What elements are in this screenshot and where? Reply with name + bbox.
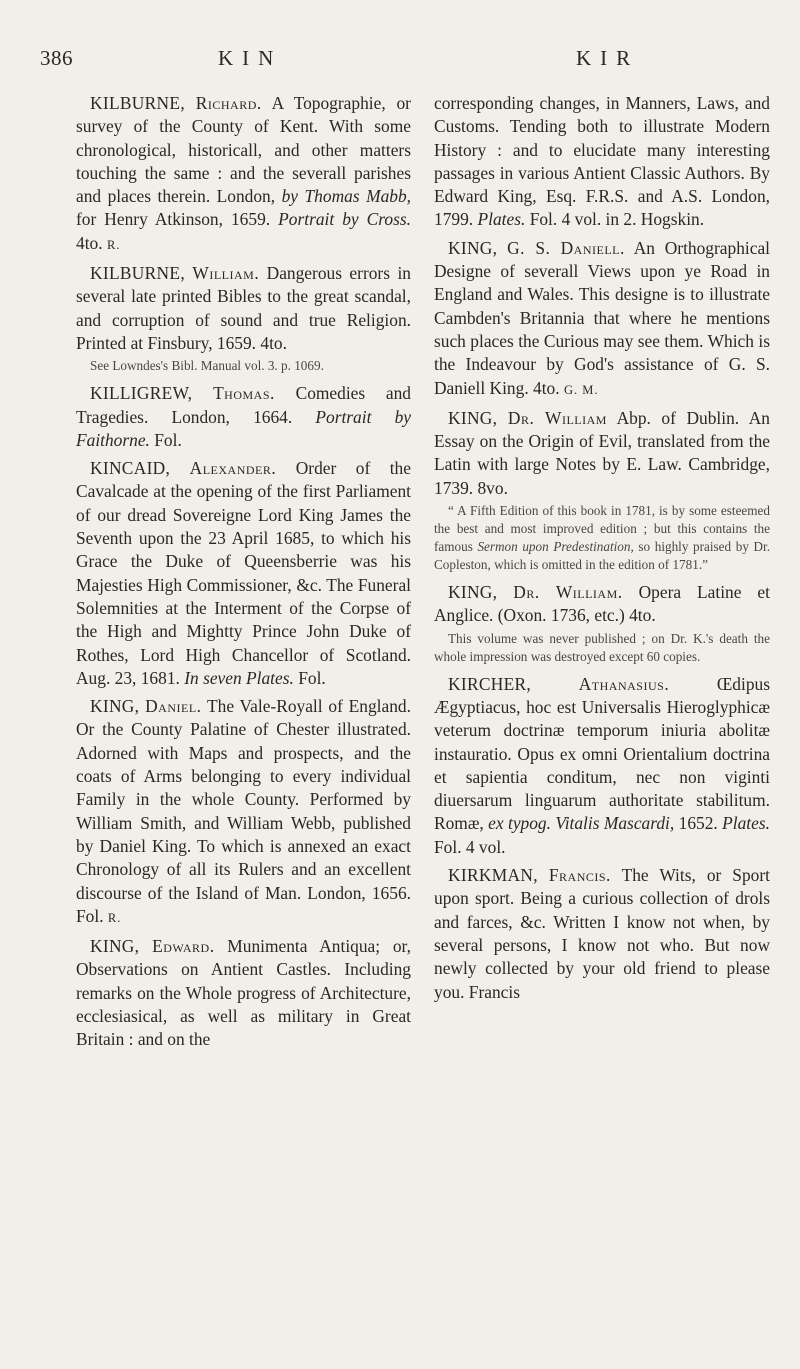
right-column [434,92,770,1009]
catalog-entry: KING, Dr. William Abp. of Dublin. An Essay on the Origin of Evil, translated from the Latin with large Notes by E. Law. Cambridge, 1739. 8vo. [434,407,770,498]
catalog-entry: KING, Edward. Munimenta Antiqua; or, Observations on Antient Castles. Including remarks on the Whole progress of Architecture, ecclesiasical, as well as military in Great Britain : and on the [76,936,411,1050]
catalog-entry: KING, Dr. William. Opera Latine et Anglice. (Oxon. 1736, etc.) 4to. [434,582,770,626]
catalog-entry: KINCAID, Alexander. Order of the Cavalcade at the opening of the first Parliament of our dread Sovereigne Lord King James the Seventh upon the 23 April 1685, to which his Grace the Duke of Queensberrie was his Majesties High Commissioner, &c. The Funeral Solemnities at the Interment of the Corpse of the High and Mightty Prince John Duke of Rothes, Lord High Chancellor of Scotland. Aug. 23, 1681. In seven Plates. Fol. [76,458,411,688]
catalog-entry: KING, G. S. Daniell. An Orthographical Designe of severall Views upon ye Road in England and Wales. This designe is to illustrate Cambden's Britannia that where he mentions such places the Curious may see them. Which is the Indeavour by God's assistance of G. S. Daniell King. 4to. G. M. [434,237,770,398]
left-column [76,92,411,1057]
left-running-head: KIN [218,46,283,70]
catalog-entry-continued: corresponding changes, in Manners, Laws, and Customs. Tending both to illustrate Modern History : and to elucidate many interesting passages in various Antient Classic Authors. By Edward King, Esq. F.R.S. and A.S. London, 1799. Plates. Fol. 4 vol. in 2. Hogskin. [434,93,770,230]
catalog-entry: KILBURNE, Richard. A Topographie, or survey of the County of Kent. With some chronological, historicall, and other matters touching the same : and the severall parishes and places therein. London, by Thomas Mabb, for Henry Atkinson, 1659. Portrait by Cross. 4to. R. [76,93,411,253]
right-running-head: KIR [576,46,640,70]
catalog-entry: KILBURNE, William. Dangerous errors in several late printed Bibles to the great scandal, and corruption of sound and true Religion. Printed at Finsbury, 1659. 4to. [76,263,411,353]
catalog-entry: KIRKMAN, Francis. The Wits, or Sport upon sport. Being a curious collection of drols and farces, &c. Written I know not when, by several persons, I know not who. But now newly collected by your old friend to please you. Francis [434,865,770,1002]
catalog-entry: KIRCHER, Athanasius. Œdipus Ægyptiacus, hoc est Universalis Hieroglyphicæ veterum doctrinæ temporum iniuria abolitæ instauratio. Opus ex omni Orientalium doctrina et sapientia conditum, nec non viginti diuersarum linguarum authoritate stabilitum. Romæ, ex typog. Vitalis Mascardi, 1652. Plates. Fol. 4 vol. [434,673,770,857]
page-number: 386 [40,46,73,70]
running-header [0,46,800,76]
footnote: See Lowndes's Bibl. Manual vol. 3. p. 1069. [90,358,324,374]
footnote: This volume was never published ; on Dr. K.'s death the whole impression was destroyed except 60 copies. [434,630,770,664]
footnote: “ A Fifth Edition of this book in 1781, is by some esteemed the best and most improved edition ; but this contains the famous Sermon upon Predestination, so highly praised by Dr. Copleston, which is omitted in the edition of 1781.” [434,503,771,573]
catalog-entry: KILLIGREW, Thomas. Comedies and Tragedies. London, 1664. Portrait by Faithorne. Fol. [76,383,411,450]
catalog-entry: KING, Daniel. The Vale-Royall of England. Or the County Palatine of Chester illustrated. Adorned with Maps and prospects, and the coats of Arms belonging to every individual Family in the whole County. Performed by William Smith, and William Webb, published by Daniel King. To which is annexed an exact Chronology of all its Rulers and an excellent discourse of the Island of Man. London, 1656. Fol. R. [76,696,411,926]
